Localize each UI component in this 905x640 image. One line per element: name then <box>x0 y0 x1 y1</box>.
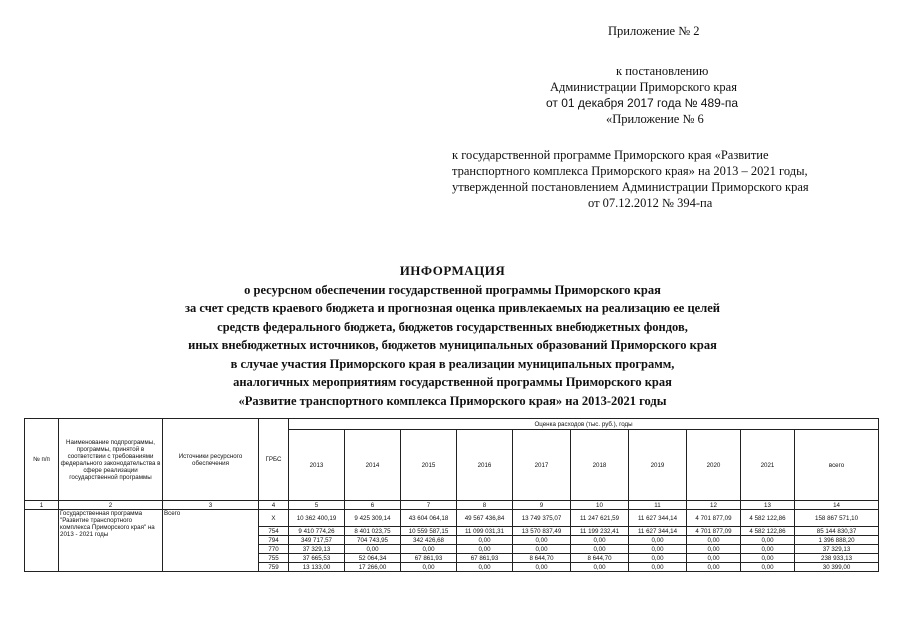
value-cell: 52 064,34 <box>345 554 401 563</box>
value-cell: 11 627 344,14 <box>629 510 687 527</box>
value-cell: 0,00 <box>457 545 513 554</box>
col-header-source: Источники ресурсного обеспечения <box>163 419 259 501</box>
column-number: 13 <box>741 501 795 510</box>
value-cell: 11 099 031,31 <box>457 527 513 536</box>
year-header: 2013 <box>289 430 345 501</box>
column-number: 3 <box>163 501 259 510</box>
value-cell: 0,00 <box>741 536 795 545</box>
column-number: 5 <box>289 501 345 510</box>
value-cell: 67 861,93 <box>401 554 457 563</box>
title-line5: в случае участия Приморского края в реализации муниципальных программ, <box>230 356 675 371</box>
year-header: 2015 <box>401 430 457 501</box>
program-ref-line1: к государственной программе Приморского края «Развитие <box>452 148 769 162</box>
decree-date: от 01 декабря 2017 года № 489-па <box>546 96 738 110</box>
value-cell: 0,00 <box>687 536 741 545</box>
value-cell: 0,00 <box>513 563 571 572</box>
value-cell: 0,00 <box>571 563 629 572</box>
column-number: 11 <box>629 501 687 510</box>
value-cell: 67 861,93 <box>457 554 513 563</box>
value-cell: 704 743,95 <box>345 536 401 545</box>
title-line6: аналогичных мероприятиям государственной программы Приморского края <box>233 375 672 389</box>
value-cell: 342 426,68 <box>401 536 457 545</box>
to-decree-label: к постановлению <box>616 64 709 78</box>
program-name-cell: Государственная программа "Развитие транспортного комплекса Приморского края" на 2013 - 2021 годы <box>59 510 163 572</box>
value-cell: 0,00 <box>513 545 571 554</box>
column-number: 9 <box>513 501 571 510</box>
value-cell: 0,00 <box>687 563 741 572</box>
column-number: 8 <box>457 501 513 510</box>
col-header-estimate: Оценка расходов (тыс. руб.), годы <box>289 419 879 430</box>
total-cell: 37 329,13 <box>795 545 879 554</box>
total-cell: 1 396 888,20 <box>795 536 879 545</box>
program-ref-line2: транспортного комплекса Приморского края» на 2013 – 2021 годы, <box>452 164 808 178</box>
row-number-cell <box>25 510 59 572</box>
value-cell: 0,00 <box>513 536 571 545</box>
value-cell: 11 199 232,41 <box>571 527 629 536</box>
value-cell: 0,00 <box>741 545 795 554</box>
year-header: 2018 <box>571 430 629 501</box>
column-number: 10 <box>571 501 629 510</box>
value-cell: 9 425 309,14 <box>345 510 401 527</box>
year-header: 2016 <box>457 430 513 501</box>
col-header-name: Наименование подпрограммы, программы, принятой в соответствии с требованиями федерального законодательства в сфере реализации государственной программы <box>59 419 163 501</box>
grbs-cell: 759 <box>259 563 289 572</box>
value-cell: 37 329,13 <box>289 545 345 554</box>
title-line1: о ресурсном обеспечении государственной программы Приморского края <box>244 282 661 297</box>
year-header: 2014 <box>345 430 401 501</box>
grbs-cell: 755 <box>259 554 289 563</box>
col-header-num: № п/п <box>25 419 59 501</box>
column-number: 7 <box>401 501 457 510</box>
value-cell: 0,00 <box>687 554 741 563</box>
total-cell: 238 933,13 <box>795 554 879 563</box>
value-cell: 43 604 064,18 <box>401 510 457 527</box>
value-cell: 11 247 621,59 <box>571 510 629 527</box>
appendix6-label: «Приложение № 6 <box>606 112 704 126</box>
column-number: 4 <box>259 501 289 510</box>
value-cell: 0,00 <box>741 554 795 563</box>
total-cell: 158 867 571,10 <box>795 510 879 527</box>
title-line7: «Развитие транспортного комплекса Приморского края» на 2013-2021 годы <box>238 393 667 408</box>
value-cell: 10 559 587,15 <box>401 527 457 536</box>
value-cell: 49 567 436,84 <box>457 510 513 527</box>
value-cell: 0,00 <box>457 563 513 572</box>
value-cell: 4 582 122,86 <box>741 527 795 536</box>
grbs-cell: 754 <box>259 527 289 536</box>
value-cell: 8 644,70 <box>513 554 571 563</box>
table-row <box>25 510 879 527</box>
value-cell: 0,00 <box>629 536 687 545</box>
value-cell: 0,00 <box>571 545 629 554</box>
value-cell: 0,00 <box>629 545 687 554</box>
total-cell: 85 144 830,37 <box>795 527 879 536</box>
value-cell: 0,00 <box>571 536 629 545</box>
value-cell: 13 749 375,07 <box>513 510 571 527</box>
grbs-cell: 794 <box>259 536 289 545</box>
year-header: 2017 <box>513 430 571 501</box>
year-header: 2020 <box>687 430 741 501</box>
value-cell: 4 582 122,86 <box>741 510 795 527</box>
value-cell: 13 570 837,49 <box>513 527 571 536</box>
value-cell: 0,00 <box>401 563 457 572</box>
column-number: 12 <box>687 501 741 510</box>
value-cell: 0,00 <box>629 563 687 572</box>
source-cell: Всего <box>163 510 259 572</box>
col-header-grbs: ГРБС <box>259 419 289 501</box>
value-cell: 8 401 023,75 <box>345 527 401 536</box>
total-cell: 30 399,00 <box>795 563 879 572</box>
title-main: ИНФОРМАЦИЯ <box>399 263 506 278</box>
value-cell: 0,00 <box>629 554 687 563</box>
value-cell: 37 665,53 <box>289 554 345 563</box>
resource-table <box>24 418 879 572</box>
year-header: 2019 <box>629 430 687 501</box>
title-line4: иных внебюджетных источников, бюджетов муниципальных образований Приморского края <box>188 338 717 352</box>
title-line2: за счет средств краевого бюджета и прогнозная оценка привлекаемых на реализацию ее целей <box>185 301 720 315</box>
value-cell: 11 627 344,14 <box>629 527 687 536</box>
value-cell: 0,00 <box>687 545 741 554</box>
program-ref-line3: утвержденной постановлением Администрации Приморского края <box>452 180 809 194</box>
value-cell: 10 362 400,19 <box>289 510 345 527</box>
value-cell: 13 133,00 <box>289 563 345 572</box>
value-cell: 8 644,70 <box>571 554 629 563</box>
value-cell: 0,00 <box>401 545 457 554</box>
administration-label: Администрации Приморского края <box>550 80 737 94</box>
value-cell: 4 701 877,09 <box>687 510 741 527</box>
column-number-row <box>25 501 879 510</box>
document-title <box>0 262 905 410</box>
value-cell: 0,00 <box>741 563 795 572</box>
column-number: 14 <box>795 501 879 510</box>
program-ref-line4: от 07.12.2012 № 394-па <box>588 196 713 210</box>
resource-table-wrapper <box>24 418 878 572</box>
grbs-cell: 770 <box>259 545 289 554</box>
year-header-total: всего <box>795 430 879 501</box>
grbs-cell: X <box>259 510 289 527</box>
appendix-label: Приложение № 2 <box>608 24 700 38</box>
value-cell: 349 717,57 <box>289 536 345 545</box>
value-cell: 4 701 877,09 <box>687 527 741 536</box>
column-number: 6 <box>345 501 401 510</box>
value-cell: 0,00 <box>345 545 401 554</box>
value-cell: 9 410 774,26 <box>289 527 345 536</box>
title-line3: средств федерального бюджета, бюджетов государственных внебюджетных фондов, <box>217 319 688 334</box>
value-cell: 0,00 <box>457 536 513 545</box>
column-number: 2 <box>59 501 163 510</box>
year-header: 2021 <box>741 430 795 501</box>
value-cell: 17 266,00 <box>345 563 401 572</box>
column-number: 1 <box>25 501 59 510</box>
